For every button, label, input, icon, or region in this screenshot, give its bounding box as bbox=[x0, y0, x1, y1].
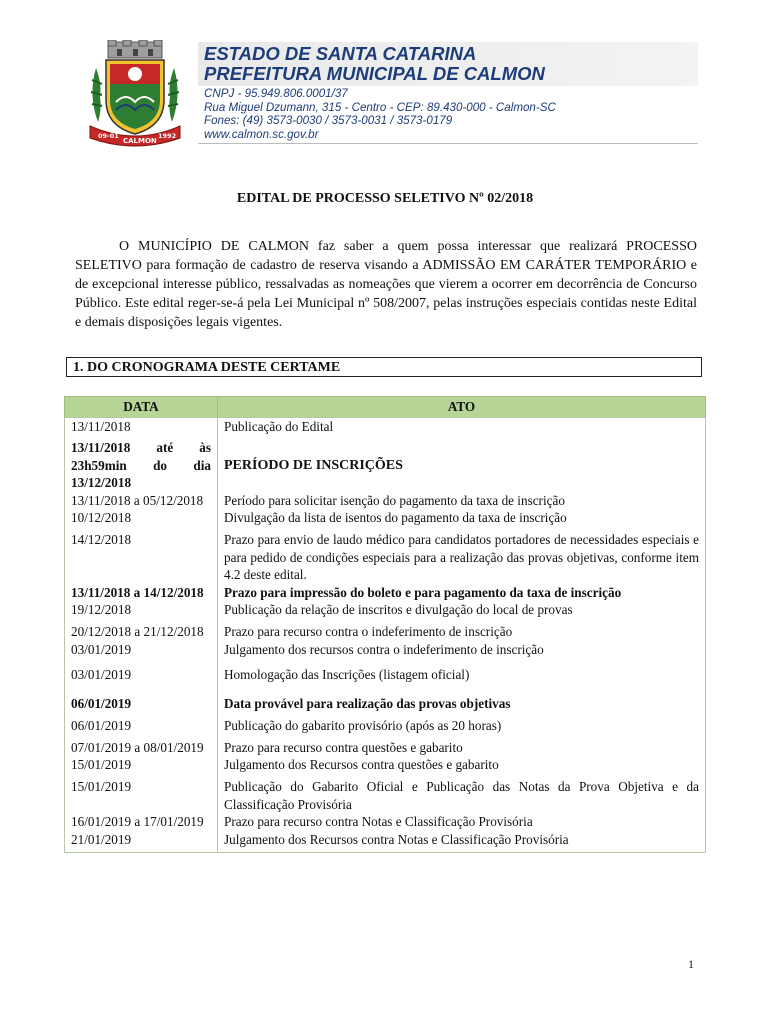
row-date: 13/11/2018 até às 23h59min do dia 13/12/2018 bbox=[65, 439, 218, 492]
page-number: 1 bbox=[688, 957, 694, 971]
crest-ribbon-left: 09-01 bbox=[98, 132, 119, 140]
row-date: 16/01/2019 a 17/01/2019 bbox=[65, 813, 218, 831]
intro-paragraph: O MUNICÍPIO DE CALMON faz saber a quem possa interessar que realizará PROCESSO SELETIVO para formação de cadastro de reserva visando a ADMISSÃO EM CARÁTER TEMPORÁRIO e de excepcional interesse público, ressalvadas as nomeações que vierem a ocorrer em decorrência de Concurso Público. Este edital reger-se-á pela Lei Municipal nº 508/2007, pelas instruções especiais contidas neste Edital e demais disposições legais vigentes. bbox=[75, 239, 697, 330]
table-row bbox=[65, 601, 706, 623]
row-act: Prazo para recurso contra Notas e Classificação Provisória bbox=[218, 813, 706, 831]
row-act: Prazo para impressão do boleto e para pagamento da taxa de inscrição bbox=[218, 584, 706, 602]
prefeitura-name: PREFEITURA MUNICIPAL DE CALMON bbox=[204, 63, 545, 84]
table-row bbox=[65, 492, 706, 510]
letterhead-contact bbox=[204, 87, 556, 141]
row-act: Período para solicitar isenção do pagamento da taxa de inscrição bbox=[218, 492, 706, 510]
row-date: 21/01/2019 bbox=[65, 831, 218, 853]
row-act: PERÍODO DE INSCRIÇÕES bbox=[218, 439, 706, 492]
table-row bbox=[65, 717, 706, 739]
state-name: ESTADO DE SANTA CATARINA bbox=[204, 43, 477, 64]
table-row bbox=[65, 831, 706, 853]
row-date: 13/11/2018 bbox=[65, 418, 218, 440]
row-date: 15/01/2019 bbox=[65, 756, 218, 778]
phones-text: Fones: (49) 3573-0030 / 3573-0031 / 3573-0179 bbox=[204, 114, 453, 128]
row-act: Prazo para recurso contra o indeferimento de inscrição bbox=[218, 623, 706, 641]
row-act: Julgamento dos Recursos contra Notas e Classificação Provisória bbox=[218, 831, 706, 853]
table-row bbox=[65, 531, 706, 584]
table-row bbox=[65, 641, 706, 666]
website-text: www.calmon.sc.gov.br bbox=[204, 127, 319, 141]
row-date: 13/11/2018 a 14/12/2018 bbox=[65, 584, 218, 602]
document-title: EDITAL DE PROCESSO SELETIVO Nº 02/2018 bbox=[236, 191, 534, 206]
table-row bbox=[65, 623, 706, 641]
row-act: Publicação do Gabarito Oficial e Publicação das Notas da Prova Objetiva e da Classificação Provisória bbox=[218, 778, 706, 813]
row-act: Publicação do gabarito provisório (após as 20 horas) bbox=[218, 717, 706, 739]
row-act: Data provável para realização das provas objetivas bbox=[218, 695, 706, 717]
row-date: 20/12/2018 a 21/12/2018 bbox=[65, 623, 218, 641]
crest-ribbon-center: CALMON bbox=[123, 137, 157, 145]
table-row bbox=[65, 418, 706, 440]
table-row bbox=[65, 666, 706, 695]
row-act: Publicação da relação de inscritos e divulgação do local de provas bbox=[218, 601, 706, 623]
schedule-table bbox=[64, 396, 706, 853]
row-act: Julgamento dos recursos contra o indeferimento de inscrição bbox=[218, 641, 706, 666]
schedule-header-row bbox=[65, 397, 706, 418]
row-act: Publicação do Edital bbox=[218, 418, 706, 440]
cnpj-text: CNPJ - 95.949.806.0001/37 bbox=[204, 87, 348, 100]
row-act: Julgamento dos Recursos contra questões e gabarito bbox=[218, 756, 706, 778]
row-date: 14/12/2018 bbox=[65, 531, 218, 584]
municipal-crest-logo bbox=[86, 40, 184, 148]
table-row bbox=[65, 695, 706, 717]
row-act: Homologação das Inscrições (listagem oficial) bbox=[218, 666, 706, 695]
row-act: Prazo para recurso contra questões e gabarito bbox=[218, 739, 706, 757]
row-date: 03/01/2019 bbox=[65, 641, 218, 666]
col-header-act: ATO bbox=[218, 397, 706, 418]
table-row bbox=[65, 778, 706, 813]
table-row bbox=[65, 439, 706, 492]
letterhead-title bbox=[204, 44, 545, 84]
table-row bbox=[65, 739, 706, 757]
row-act: Divulgação da lista de isentos do pagamento da taxa de inscrição bbox=[218, 509, 706, 531]
row-date: 06/01/2019 bbox=[65, 695, 218, 717]
row-date: 19/12/2018 bbox=[65, 601, 218, 623]
row-act: Prazo para envio de laudo médico para candidatos portadores de necessidades especiais e para pedido de condições especiais para a realização das provas objetivas, conforme item 4.2 deste edital. bbox=[218, 531, 706, 584]
row-date: 07/01/2019 a 08/01/2019 bbox=[65, 739, 218, 757]
row-date: 13/11/2018 a 05/12/2018 bbox=[65, 492, 218, 510]
row-date: 03/01/2019 bbox=[65, 666, 218, 695]
row-date: 06/01/2019 bbox=[65, 717, 218, 739]
table-row bbox=[65, 509, 706, 531]
crest-ribbon-right: 1992 bbox=[158, 132, 177, 140]
col-header-date: DATA bbox=[65, 397, 218, 418]
section-heading: 1. DO CRONOGRAMA DESTE CERTAME bbox=[66, 357, 702, 377]
address-text: Rua Miguel Dzumann, 315 - Centro - CEP: 89.430-000 - Calmon-SC bbox=[204, 100, 556, 114]
table-row bbox=[65, 756, 706, 778]
table-row bbox=[65, 813, 706, 831]
row-date: 10/12/2018 bbox=[65, 509, 218, 531]
letterhead-divider bbox=[198, 143, 698, 144]
row-date: 15/01/2019 bbox=[65, 778, 218, 813]
table-row bbox=[65, 584, 706, 602]
